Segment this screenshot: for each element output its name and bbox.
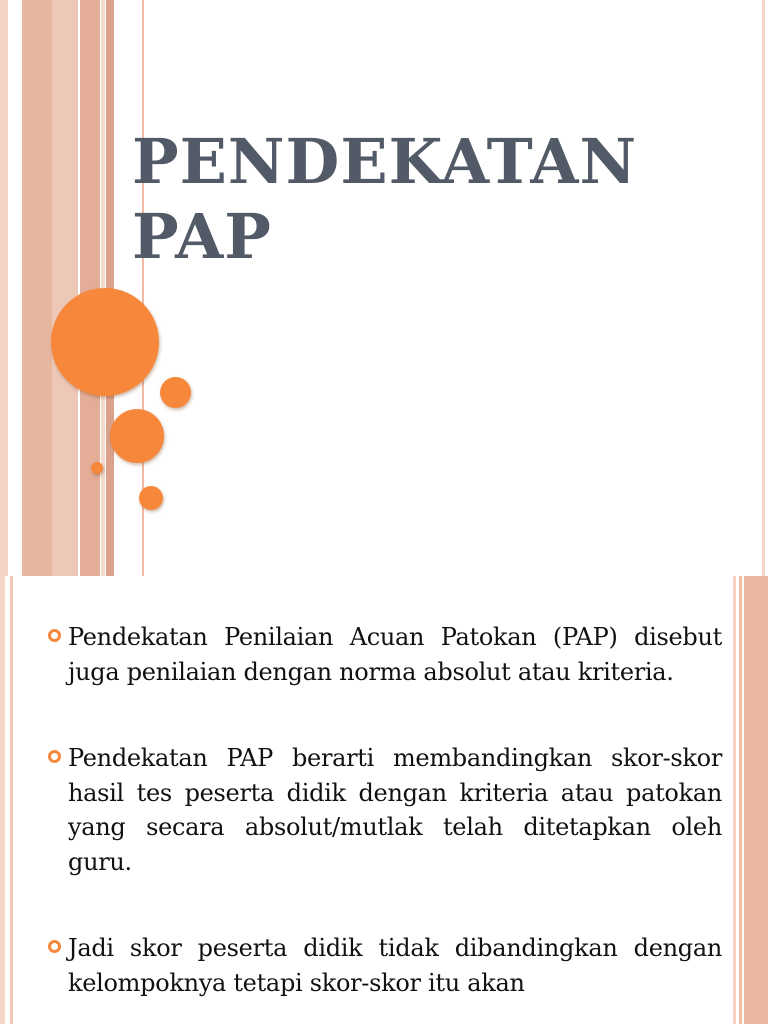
- decor-circle-small: [160, 377, 191, 408]
- bullet-text: Pendekatan Penilaian Acuan Patokan (PAP) disebut juga penilaian dengan norma absolut atau kriteria.: [68, 623, 722, 686]
- list-item: [46, 741, 722, 879]
- decor-circle-small: [139, 486, 163, 510]
- decor-circle-tiny: [91, 462, 103, 474]
- decor-stripe: [744, 576, 768, 1024]
- list-item: [46, 620, 722, 689]
- decor-line: [762, 0, 765, 576]
- decor-stripe: [733, 576, 736, 1024]
- list-item: [46, 931, 722, 1000]
- decor-circle-medium: [110, 409, 164, 463]
- decor-line: [10, 576, 13, 1024]
- ring-bullet-icon: [48, 940, 61, 953]
- bullet-text: Jadi skor peserta didik tidak dibandingkan dengan kelompoknya tetapi skor-skor itu akan: [68, 934, 722, 997]
- content-slide: [0, 576, 768, 1024]
- decor-stripe: [739, 576, 742, 1024]
- ring-bullet-icon: [48, 750, 61, 763]
- ring-bullet-icon: [48, 629, 61, 642]
- bullet-text: Pendekatan PAP berarti membandingkan skor-skor hasil tes peserta didik dengan kriteria atau patokan yang secara absolut/mutlak telah ditetapkan oleh guru.: [68, 744, 722, 876]
- decor-stripe: [0, 0, 8, 576]
- decor-stripe: [0, 576, 5, 1024]
- title-line: PAP: [132, 200, 272, 273]
- bullet-list: [46, 620, 722, 1024]
- decor-circle-large: [51, 288, 159, 396]
- decor-stripe: [52, 0, 78, 576]
- title-line: PENDEKATAN: [132, 125, 638, 198]
- slide-title: [132, 124, 752, 274]
- decor-stripe: [22, 0, 52, 576]
